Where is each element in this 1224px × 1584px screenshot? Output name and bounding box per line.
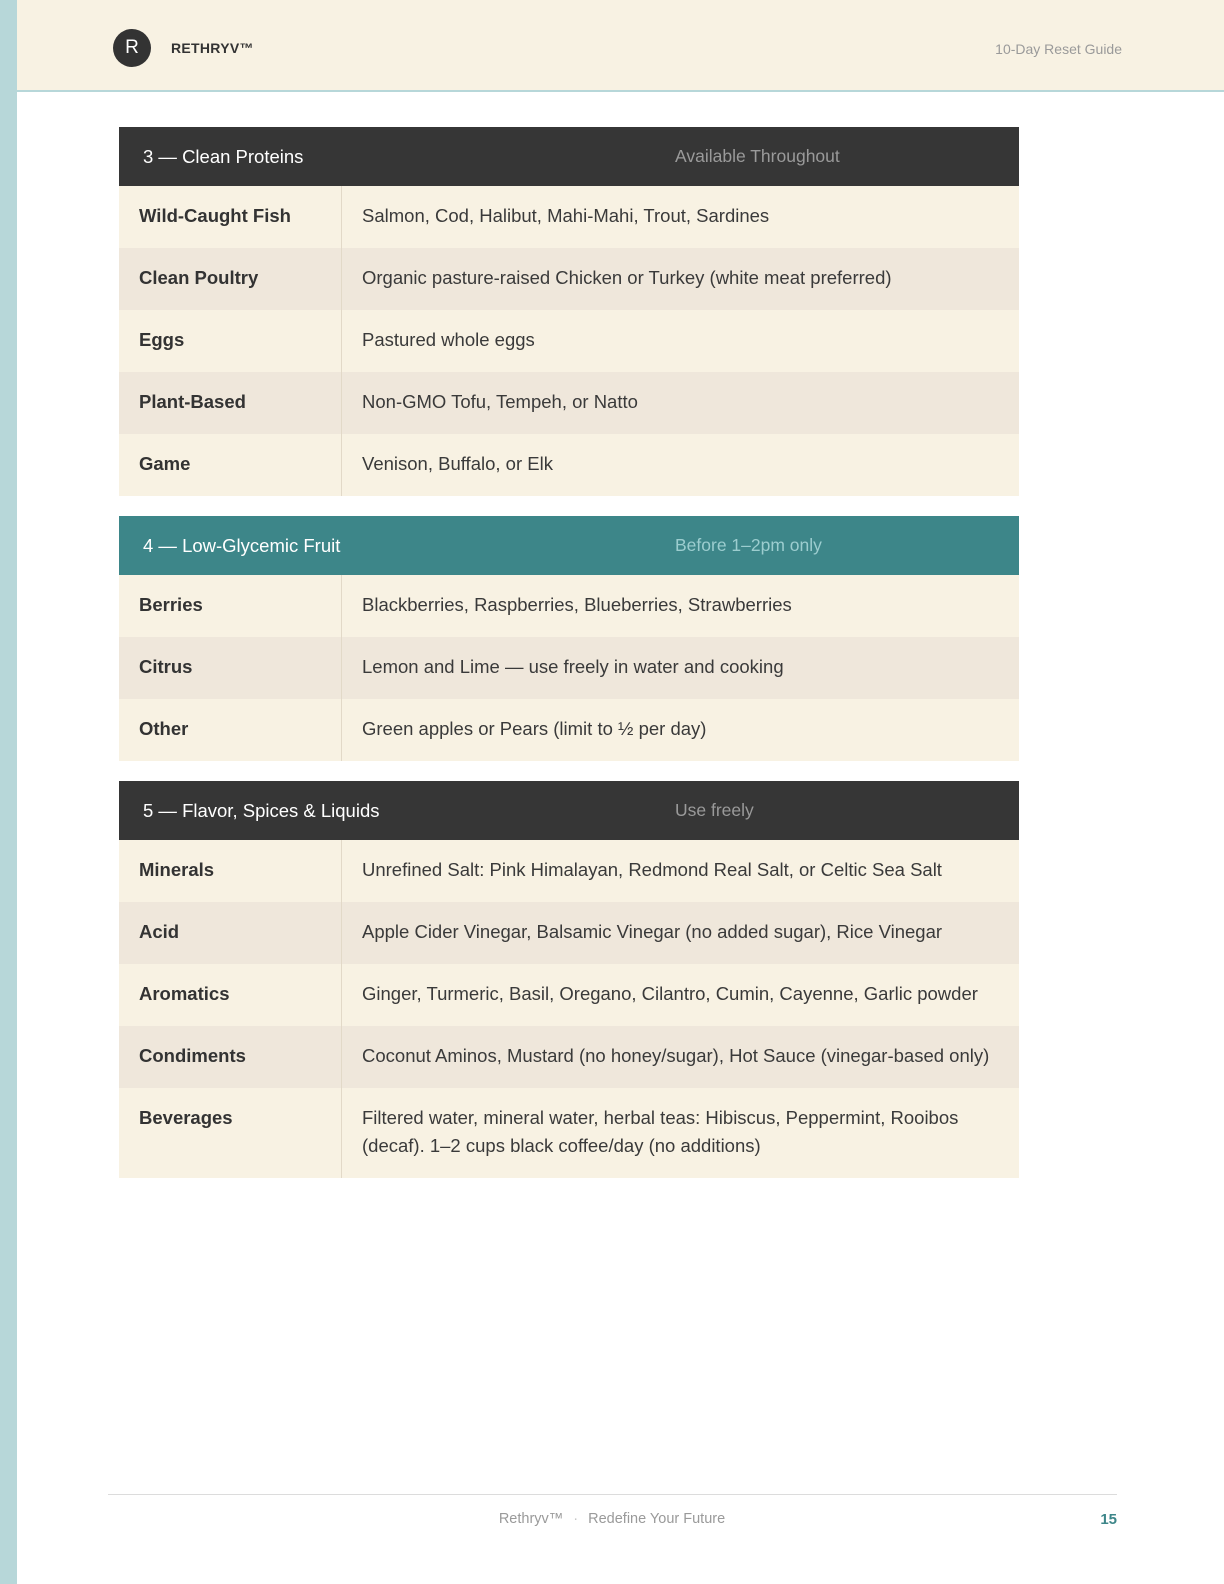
row-value: Lemon and Lime — use freely in water and cooking — [362, 656, 784, 677]
footer-tagline: Redefine Your Future — [588, 1511, 726, 1527]
side-accent-stripe — [0, 0, 17, 1584]
page-header — [17, 0, 1224, 92]
row-label: Beverages — [119, 1088, 342, 1178]
row-label: Aromatics — [119, 964, 342, 1026]
footer-divider — [108, 1494, 1117, 1495]
table-row — [119, 310, 1019, 372]
row-value: Ginger, Turmeric, Basil, Oregano, Cilantro, Cumin, Cayenne, Garlic powder — [362, 983, 978, 1004]
table-row — [119, 902, 1019, 964]
row-value: Coconut Aminos, Mustard (no honey/sugar), Hot Sauce (vinegar-based only) — [362, 1045, 990, 1066]
table-row — [119, 964, 1019, 1026]
table-row — [119, 372, 1019, 434]
section-rows — [119, 575, 1019, 761]
section-clean-proteins — [119, 127, 1019, 496]
footer-separator: · — [573, 1511, 579, 1527]
section-title: 3 — Clean Proteins — [143, 146, 304, 167]
section-header — [119, 781, 1019, 840]
section-note: Before 1–2pm only — [675, 535, 822, 555]
row-label: Other — [119, 699, 342, 761]
brand-logo: R — [113, 29, 151, 67]
row-value: Unrefined Salt: Pink Himalayan, Redmond Real Salt, or Celtic Sea Salt — [362, 859, 942, 880]
table-row — [119, 1088, 1019, 1178]
table-row — [119, 434, 1019, 496]
footer-brand: Rethryv™ — [498, 1511, 564, 1527]
row-label: Game — [119, 434, 342, 496]
section-rows — [119, 840, 1019, 1178]
table-row — [119, 1026, 1019, 1088]
section-note: Available Throughout — [675, 146, 840, 166]
row-label: Berries — [119, 575, 342, 637]
section-low-glycemic-fruit — [119, 516, 1019, 761]
row-label: Condiments — [119, 1026, 342, 1088]
row-label: Clean Poultry — [119, 248, 342, 310]
page-number: 15 — [1100, 1511, 1117, 1528]
row-value: Green apples or Pears (limit to ½ per day) — [362, 718, 707, 739]
section-header — [119, 516, 1019, 575]
row-label: Eggs — [119, 310, 342, 372]
table-row — [119, 637, 1019, 699]
table-row — [119, 186, 1019, 248]
row-value: Pastured whole eggs — [362, 329, 535, 350]
row-value: Blackberries, Raspberries, Blueberries, Strawberries — [362, 594, 792, 615]
section-flavor-spices-liquids — [119, 781, 1019, 1178]
section-header — [119, 127, 1019, 186]
row-value: Venison, Buffalo, or Elk — [362, 453, 553, 474]
food-tables — [119, 127, 1019, 1198]
row-value: Organic pasture-raised Chicken or Turkey (white meat preferred) — [362, 267, 892, 288]
table-row — [119, 575, 1019, 637]
row-label: Acid — [119, 902, 342, 964]
section-title: 5 — Flavor, Spices & Liquids — [143, 800, 380, 821]
page-footer — [0, 1511, 1224, 1527]
row-label: Minerals — [119, 840, 342, 902]
row-value: Non-GMO Tofu, Tempeh, or Natto — [362, 391, 638, 412]
row-label: Wild-Caught Fish — [119, 186, 342, 248]
table-row — [119, 248, 1019, 310]
row-value: Filtered water, mineral water, herbal teas: Hibiscus, Peppermint, Rooibos (decaf). 1–2 cups black coffee/day (no additions) — [362, 1107, 959, 1156]
row-value: Apple Cider Vinegar, Balsamic Vinegar (no added sugar), Rice Vinegar — [362, 921, 943, 942]
row-label: Citrus — [119, 637, 342, 699]
row-label: Plant-Based — [119, 372, 342, 434]
table-row — [119, 699, 1019, 761]
row-value: Salmon, Cod, Halibut, Mahi-Mahi, Trout, Sardines — [362, 205, 770, 226]
section-rows — [119, 186, 1019, 496]
table-row — [119, 840, 1019, 902]
section-note: Use freely — [675, 800, 754, 820]
brand-name: RETHRYV™ — [171, 40, 254, 56]
guide-title: 10-Day Reset Guide — [995, 41, 1122, 57]
section-title: 4 — Low-Glycemic Fruit — [143, 535, 341, 556]
